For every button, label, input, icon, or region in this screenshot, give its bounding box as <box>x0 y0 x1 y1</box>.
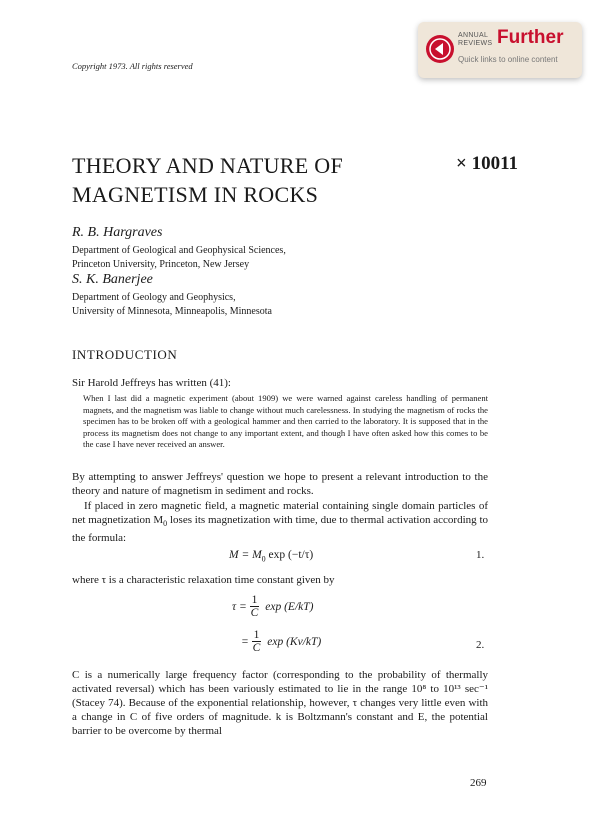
equation-2-line-2: = $\frac{1}{C}$ exp (Kv/kT) <box>241 629 322 654</box>
page-number: 269 <box>470 777 487 789</box>
author-name: R. B. Hargraves <box>72 225 163 240</box>
fraction: $\frac{1}{C}$ <box>250 594 259 619</box>
paragraph-3: C is a numerically large frequency factor (corresponding to the probability of thermally activated reversal) which has been variously estimated to lie in the range 10⁸ to 10¹³ sec⁻¹ (Stacey 74). Because of the exponential relationship, however, τ changes very little even with a change in C of five orders of magnitude. k is Boltzmann's constant and E, the potential barrier to be overcome by thermal <box>72 669 488 737</box>
intro-line: Sir Harold Jeffreys has written (41): <box>72 377 231 389</box>
where-line: where τ is a characteristic relaxation time constant given by <box>72 574 335 586</box>
annual-reviews-logo: ANNUAL REVIEWS <box>458 32 493 47</box>
author-name: S. K. Banerjee <box>72 272 153 287</box>
paragraph-1: By attempting to answer Jeffreys' question we hope to present a relevant introduction to the theory and nature of magnetism in sediment and rocks. <box>72 471 488 497</box>
paragraph-2: If placed in zero magnetic field, a magnetic material containing single domain particles of net magnetization $M_0$ loses its magnetization with time, due to thermal activation according to the formula: <box>72 500 489 545</box>
author-affiliation: Department of Geology and Geophysics, <box>72 292 236 303</box>
equation-1-number: 1. <box>476 549 485 561</box>
copyright-notice: Copyright 1973. All rights reserved <box>72 61 193 71</box>
further-badge[interactable] <box>418 22 582 78</box>
equation-1: $M = M_0$ exp (−t/τ) <box>229 549 314 564</box>
author-affiliation: Department of Geological and Geophysical Sciences, <box>72 245 286 256</box>
equation-2-line-1: τ = $\frac{1}{C}$ exp (E/kT) <box>232 594 314 619</box>
article-title <box>72 151 402 209</box>
block-quote: When I last did a magnetic experiment (about 1909) we were warned against careless handling of permanent magnets, and the magnetism was liable to change without much carelessness. In studying the magnetism of rocks the specimen has to be broken off with a geological hammer and then carried to the laboratory. It is supposed that in the process its magnetism does not change to any important extent, and though I have often asked how this comes to be the case I have never received an answer. <box>83 393 488 450</box>
badge-subtitle: Quick links to online content <box>458 55 558 64</box>
section-heading: INTRODUCTION <box>72 347 178 362</box>
title-line-2: MAGNETISM IN ROCKS <box>72 182 319 207</box>
badge-further-label: Further <box>497 27 564 48</box>
author-affiliation: University of Minnesota, Minneapolis, Minnesota <box>72 306 272 317</box>
author-affiliation: Princeton University, Princeton, New Jersey <box>72 259 250 270</box>
title-line-1: THEORY AND NATURE OF <box>72 153 344 178</box>
author-block-2 <box>72 272 272 319</box>
article-code: × 10011 <box>456 153 519 174</box>
author-block-1 <box>72 225 286 272</box>
fraction: $\frac{1}{C}$ <box>252 629 261 654</box>
equation-2-number: 2. <box>476 639 485 651</box>
back-arrow-icon <box>426 35 454 63</box>
